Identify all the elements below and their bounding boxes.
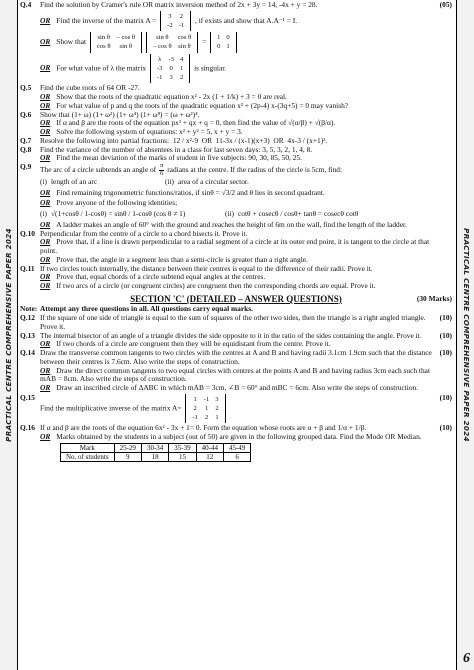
- question-4: [20, 1, 452, 83]
- right-border-strip: [456, 0, 474, 670]
- fraction-1: 12 / x²-9: [172, 135, 199, 145]
- table-cell: 9: [114, 453, 141, 462]
- question-text: Show that: [56, 37, 87, 47]
- left-strip-text: PRACTICAL CENTRE COMPREHENSIVE PAPER 2024: [3, 228, 13, 442]
- question-text: Prove anyone of the following identities;: [56, 198, 178, 208]
- question-14: [20, 349, 452, 393]
- question-text: A ladder makes an angle of 60° with the ground and reaches the height of 6m on the wall, find the length of the ladder.: [56, 219, 407, 229]
- sub-label: (i): [40, 209, 47, 219]
- question-5: [20, 84, 452, 110]
- or-label: OR: [40, 219, 51, 229]
- table-cell: 35-39: [169, 443, 196, 452]
- or-label: OR: [40, 37, 51, 47]
- table-cell: Mark: [61, 443, 115, 452]
- table-cell: 18: [141, 453, 168, 462]
- matrix-lambda: λ -3 4 -3 0 1 -1 3 2: [150, 54, 190, 84]
- or-label: OR: [40, 365, 51, 375]
- question-text: Find the inverse of the matrix A =: [56, 15, 157, 25]
- question-number: Q.7: [20, 135, 32, 145]
- identity-matrix: 1 0 0 1: [210, 32, 237, 53]
- question-number: Q.15: [20, 392, 35, 402]
- table-cell: 45-49: [223, 443, 250, 452]
- question-number: Q.6: [20, 109, 32, 119]
- section-marks: (30 Marks): [416, 293, 452, 303]
- table-cell: 40-44: [196, 443, 223, 452]
- matrix-q15: 1 -1 3 2 1 2 -1 2 1: [185, 394, 225, 424]
- question-text: Find the multiplicative inverse of the matrix A=: [40, 403, 182, 413]
- or-label: OR: [40, 198, 51, 208]
- question-text: Show that (1+ ω) (1+ ω²) (1+ ω⁴) (1+ ω⁸) = (ω + ω²)⁴.: [40, 109, 200, 119]
- sub-label: (ii): [164, 176, 175, 186]
- section-c-heading: [20, 294, 452, 305]
- question-number: Q.16: [20, 423, 35, 433]
- question-text: Solve the following system of equations: x² + y² = 5, x + y = 3.: [56, 127, 243, 137]
- question-11: [20, 265, 452, 291]
- question-text: For what value of λ the matrix: [56, 63, 147, 73]
- question-text: Find the cube roots of 64 OR -27.: [40, 83, 140, 93]
- question-text: , if exists and show that A.A⁻¹ = I.: [195, 15, 298, 25]
- question-marks: (10): [439, 330, 452, 340]
- question-text: If the square of one side of triangle is equal to the sum of squares of the other two sides, then the triangle is a right angled triangle. Prove it.: [40, 313, 426, 331]
- or-label: OR: [40, 118, 51, 128]
- or-label: OR: [40, 339, 51, 349]
- fraction-3: 4x-3 / (x+1)².: [287, 135, 328, 145]
- question-number: Q.12: [20, 313, 35, 323]
- table-cell: 6: [223, 453, 250, 462]
- table-cell: 25-29: [114, 443, 141, 452]
- sub-text: length of an arc: [50, 176, 98, 186]
- question-text: Perpendicular from the centre of a circle to a chord bisects it. Prove it.: [40, 228, 248, 238]
- question-12: [20, 314, 452, 331]
- or-label: OR: [40, 187, 51, 197]
- section-title: SECTION 'C' (DETAILED – ANSWER QUESTIONS): [130, 293, 342, 304]
- question-15: [20, 394, 452, 424]
- question-8: [20, 146, 452, 163]
- question-text: If two circles touch internally, the distance between their centres is equal to the difference of their radii. Prove it.: [40, 263, 373, 273]
- exam-page: [20, 1, 452, 669]
- question-text: If α and β are the roots of the equation px² + qx + q = 0, then find the value of √(α/β) + √(β/α).: [56, 118, 336, 128]
- note-text: Attempt any three questions in all. All questions carry equal marks.: [40, 304, 253, 314]
- question-number: Q.14: [20, 348, 35, 358]
- question-text: The arc of a circle subtends an angle of: [40, 165, 157, 175]
- question-text: Find the solution by Cramer's rule OR matrix inversion method of 2x + 3y = 14, -4x + y = 28.: [40, 0, 318, 9]
- question-text: is singular.: [194, 63, 227, 73]
- question-text: Prove that, the angle in a segment less than a semi-circle is greater than a right angle.: [56, 254, 308, 264]
- matrix-trig-1: sin θ – cos θ cos θ sin θ: [90, 32, 142, 53]
- question-marks: (10): [439, 423, 452, 433]
- question-text: Find remaining trigonometric functions/ratios, if sinθ = √3/2 and θ lies in second quadrant.: [56, 187, 325, 197]
- question-text: If two arcs of a circle (or congruent circles) are congruent then the corresponding chords are equal. Prove it.: [56, 281, 376, 291]
- note-label: Note:: [20, 304, 38, 314]
- table-cell: 15: [169, 453, 196, 462]
- or-label: OR: [40, 237, 51, 247]
- question-text: Prove that, equal chords of a circle subtend equal angles at the centres.: [56, 272, 266, 282]
- question-text: If two chords of a circle are congruent then they will be equidistant from the centre. Prove it.: [56, 339, 331, 349]
- or-label: OR: [40, 15, 51, 25]
- question-10: [20, 230, 452, 265]
- fraction-2: 11-3x / (x-1)(x+3): [215, 135, 270, 145]
- table-cell: No. of students: [61, 453, 115, 462]
- or-text: OR: [201, 135, 213, 145]
- or-label: OR: [40, 127, 51, 137]
- right-strip-text: PRACTICAL CENTRE COMPREHENSIVE PAPER 2024: [461, 228, 471, 442]
- pi-over-6: $\frac{\pi}{6}$: [160, 162, 164, 178]
- question-16: [20, 424, 452, 441]
- or-label: OR: [40, 153, 51, 163]
- or-label: OR: [40, 100, 51, 110]
- sub-label: (i): [40, 176, 47, 186]
- or-label: OR: [40, 92, 51, 102]
- question-text: The internal bisector of an angle of a triangle divides the side opposite to it in the ratio of the sides containing the angle. Prove it.: [40, 330, 422, 340]
- or-label: OR: [40, 272, 51, 282]
- question-number: Q.9: [20, 162, 32, 172]
- or-label: OR: [40, 63, 51, 73]
- question-number: Q.4: [20, 0, 32, 9]
- grouped-data-table: [60, 443, 251, 463]
- sub-text: area of a circular sector.: [178, 176, 249, 186]
- question-marks: (10): [439, 392, 452, 402]
- identity-2: cotθ + cosecθ / cosθ+ tanθ = cosecθ cotθ: [238, 209, 359, 219]
- table-cell: 12: [196, 453, 223, 462]
- or-text: OR: [273, 135, 284, 145]
- table-cell: 30-34: [141, 443, 168, 452]
- question-marks: (10): [439, 313, 452, 323]
- question-number: Q.5: [20, 83, 32, 93]
- question-number: Q.8: [20, 144, 32, 154]
- question-number: Q.11: [20, 263, 35, 273]
- matrix-trig-2: sin θ cos θ – cos θ sin θ: [146, 32, 198, 53]
- question-9: [20, 163, 452, 230]
- matrix-a: 3 2 -2 -1: [160, 11, 191, 32]
- equals-sign: =: [202, 37, 207, 47]
- question-text: Draw an inscribed circle of ΔABC in which mAB = 3cm, ∠B = 60° and mBC = 6cm. Also write the steps of construction.: [56, 382, 419, 392]
- or-label: OR: [40, 281, 51, 291]
- question-marks: (10): [439, 348, 452, 358]
- question-text: Marks obtained by the students in a subject (out of 50) are given in the following grouped data. Find the Mode OR Median.: [56, 432, 422, 442]
- question-6: [20, 111, 452, 137]
- question-text: If α and β are the roots of the equation 6x² - 3x + 1= 0. Form the equation whose roots are α + β and 1/α + 1/β.: [40, 423, 367, 433]
- question-text: Draw the direct common tangents to two equal circles with centres at the points A and B and having radius 3cm each such that mAB = 8cm. Also write the steps of construction.: [40, 365, 431, 384]
- question-13: [20, 332, 452, 349]
- question-text: Show that the roots of the quadratic equation x² - 2x (1 + 1/k) + 3 = 0 are real.: [56, 92, 287, 102]
- question-text: Find the variance of the number of absentees in a class for last seven days: 3, 5, 3, 2, 1, 4, 8.: [40, 144, 313, 154]
- table-row: [61, 453, 251, 462]
- identity-1: √(1+cosθ / 1-cosθ) = sinθ / 1-cosθ (cos θ ≠ 1): [50, 209, 186, 219]
- question-text: For what value of p and q the roots of the quadratic equation x² + (2p-4) x-(3q+5) = 0 may vanish?: [56, 100, 349, 110]
- question-number: Q.13: [20, 330, 35, 340]
- or-label: OR: [40, 432, 51, 442]
- question-text: Prove that, if a line is drawn perpendicular to a radial segment of a circle at its outer end point, it is tangent to the circle at that point.: [40, 237, 430, 256]
- question-text: radians at the centre. If the radius of the circle is 5cm, find:: [167, 165, 343, 175]
- question-text: Draw the transverse common tangents to two circles with the centres at A and B and having radii 3.1cm 1.9cm such that the distance between their centres is 7.6cm. Also write the steps of construction.: [40, 348, 432, 366]
- table-header-row: [61, 443, 251, 452]
- or-label: OR: [40, 382, 51, 392]
- question-text: Find the mean deviation of the marks of student in five subjects: 90, 30, 85, 50, 25.: [56, 153, 302, 163]
- question-number: Q.10: [20, 228, 35, 238]
- question-marks: (05): [439, 0, 452, 9]
- left-border-strip: [0, 0, 18, 670]
- question-text: Resolve the following into partial fractions:: [40, 135, 170, 145]
- sub-label: (ii): [224, 209, 235, 219]
- page-number: 6: [463, 651, 470, 667]
- or-label: OR: [40, 254, 51, 264]
